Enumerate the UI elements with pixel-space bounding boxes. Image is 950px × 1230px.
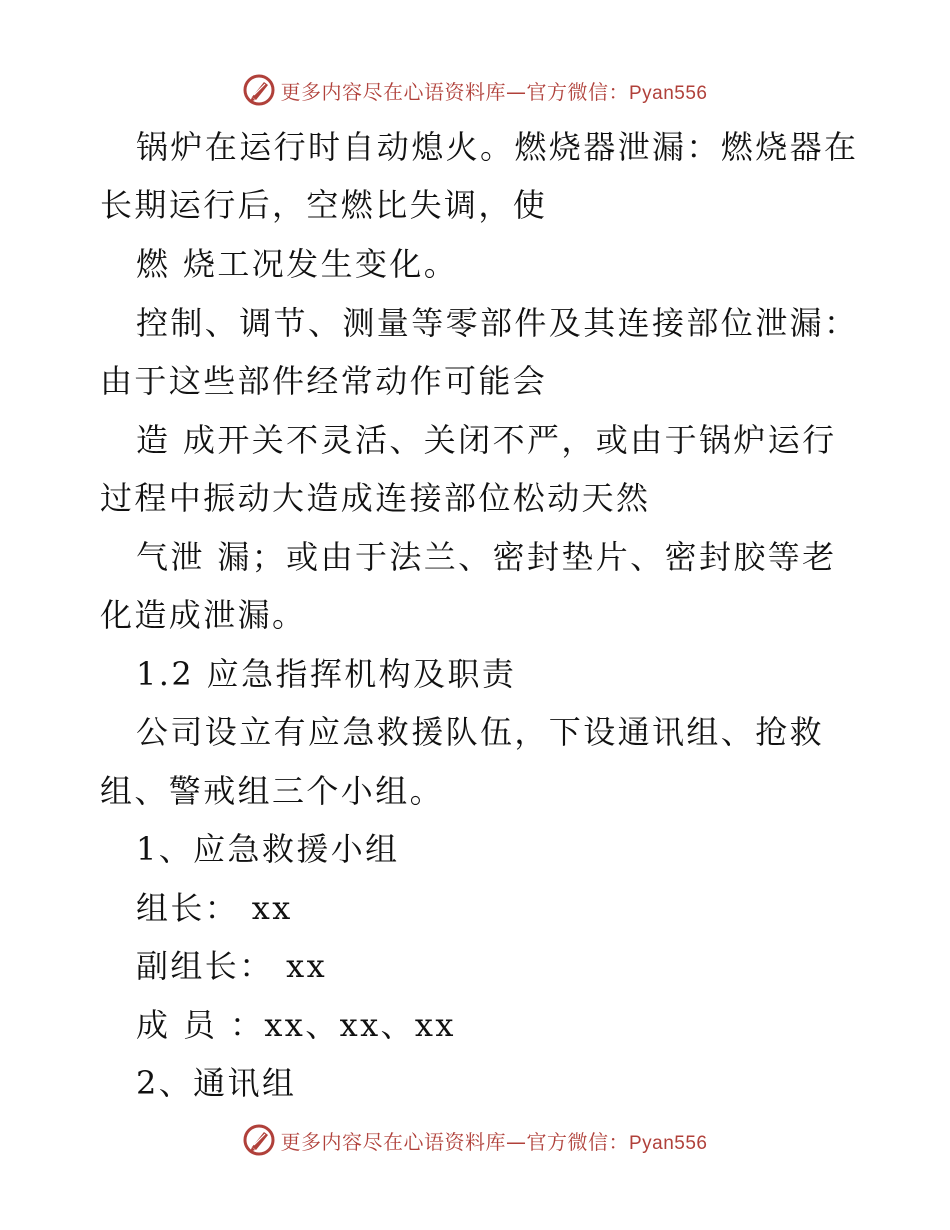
list-heading: 2、通讯组 <box>136 1064 297 1102</box>
header-banner <box>0 70 950 110</box>
paragraph-line: 气泄 漏；或由于法兰、密封垫片、密封胶等老 <box>136 538 837 576</box>
footer-banner-text: 更多内容尽在心语资料库—官方微信：Pyan556 <box>280 1129 708 1154</box>
header-banner-content <box>242 73 707 107</box>
header-wechat-id: Pyan556 <box>628 82 708 104</box>
list-item: 副组长： xx <box>136 947 328 985</box>
paragraph-line: 燃 烧工况发生变化。 <box>136 245 459 283</box>
paragraph-line: 造 成开关不灵活、关闭不严，或由于锅炉运行 <box>136 421 837 459</box>
footer-banner <box>0 1120 950 1160</box>
footer-wechat-id: Pyan556 <box>628 1132 708 1154</box>
list-heading: 1、应急救援小组 <box>136 830 400 868</box>
list-item: 组长： xx <box>136 889 293 927</box>
section-heading: 1.2 应急指挥机构及职责 <box>136 655 517 693</box>
footer-banner-content <box>242 1123 707 1157</box>
paragraph-line: 锅炉在运行时自动熄火。燃烧器泄漏：燃烧器在 <box>136 128 859 166</box>
paragraph-line: 公司设立有应急救援队伍，下设通讯组、抢救 <box>136 713 825 751</box>
pen-emblem-icon <box>242 73 276 107</box>
paragraph-line: 长期运行后，空燃比失调，使 <box>100 186 548 224</box>
paragraph-line: 过程中振动大造成连接部位松动天然 <box>100 479 651 517</box>
paragraph-line: 化造成泄漏。 <box>100 596 307 634</box>
paragraph-line: 组、警戒组三个小组。 <box>100 772 445 810</box>
header-banner-text: 更多内容尽在心语资料库—官方微信：Pyan556 <box>280 79 708 104</box>
pen-emblem-icon <box>242 1123 276 1157</box>
paragraph-line: 由于这些部件经常动作可能会 <box>100 362 548 400</box>
list-item: 成 员 ：xx、xx、xx <box>136 1006 456 1044</box>
paragraph-line: 控制、调节、测量等零部件及其连接部位泄漏： <box>136 304 859 342</box>
